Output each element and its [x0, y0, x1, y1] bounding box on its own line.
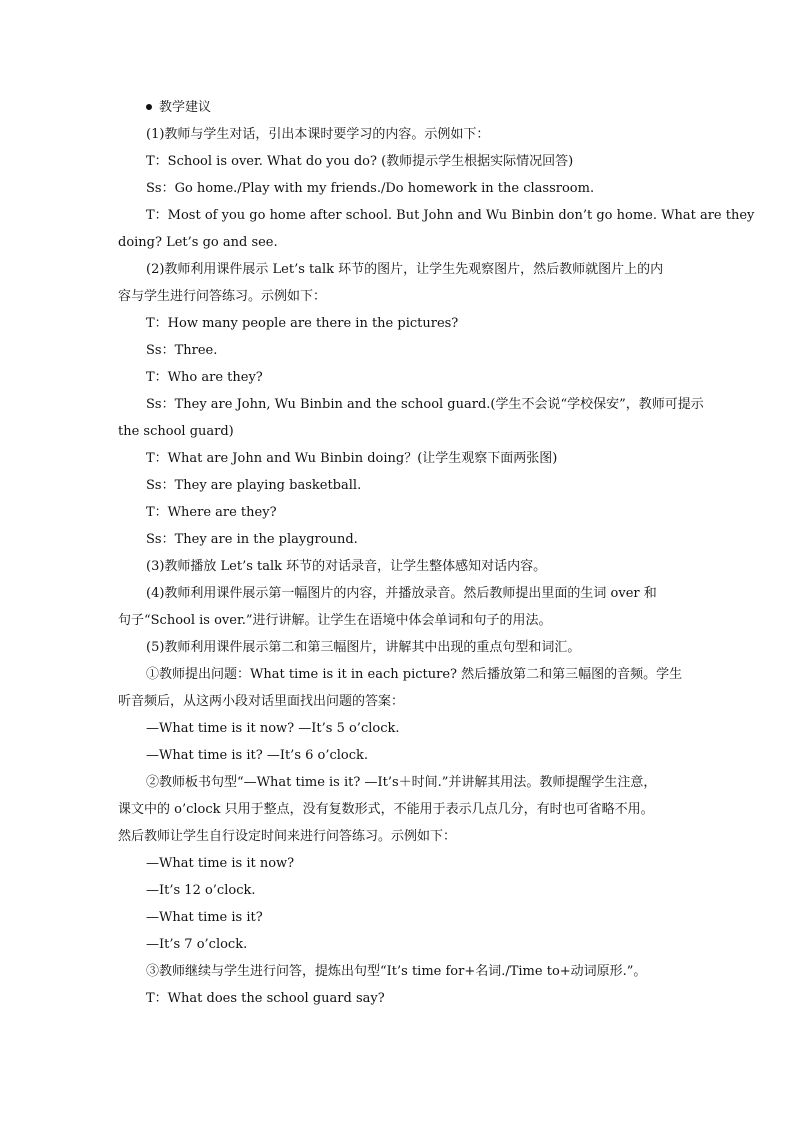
text-line: [118, 418, 678, 445]
text-line: [118, 526, 678, 553]
line-text: 听音频后，从这两小段对话里面找出问题的答案：: [118, 694, 405, 709]
text-line: [118, 607, 678, 634]
text-line: [118, 229, 678, 256]
text-line: [118, 823, 678, 850]
line-text: (4)教师利用课件展示第一幅图片的内容，并播放录音。然后教师提出里面的生词 over 和: [146, 586, 657, 601]
line-text: (3)教师播放 Let’s talk 环节的对话录音，让学生整体感知对话内容。: [146, 559, 547, 574]
text-line: [118, 202, 755, 229]
text-line: [118, 796, 678, 823]
line-text: T：School is over. What do you do? (教师提示学生根据实际情况回答): [146, 154, 574, 169]
text-line: [118, 445, 678, 472]
line-text: 然后教师让学生自行设定时间来进行问答练习。示例如下：: [118, 829, 457, 844]
line-text: T：Where are they?: [146, 505, 277, 520]
text-line: [118, 256, 678, 283]
line-text: 教学建议: [159, 100, 212, 115]
text-line: [118, 121, 678, 148]
text-line: [118, 931, 678, 958]
line-text: (1)教师与学生对话，引出本课时要学习的内容。示例如下：: [146, 127, 490, 142]
line-text: 课文中的 o’clock 只用于整点，没有复数形式，不能用于表示几点几分，有时也可省略不用。: [118, 802, 654, 817]
line-text: Ss：They are in the playground.: [146, 532, 358, 547]
text-line: [118, 850, 678, 877]
line-text: Ss：They are John, Wu Binbin and the school guard.(学生不会说“学校保安”，教师可提示: [146, 397, 704, 412]
line-text: ③教师继续与学生进行问答，提炼出句型“It’s time for+名词./Time to+动词原形.”。: [146, 964, 647, 979]
text-line: [118, 769, 678, 796]
text-line: [118, 904, 678, 931]
line-text: the school guard): [118, 424, 234, 439]
line-text: —It’s 7 o’clock.: [146, 937, 248, 952]
text-line: [118, 634, 678, 661]
line-text: Ss：They are playing basketball.: [146, 478, 362, 493]
line-text: T：What are John and Wu Binbin doing？(让学生观察下面两张图): [146, 451, 558, 466]
text-line: [118, 337, 678, 364]
section-heading: [118, 94, 678, 121]
line-text: —What time is it?: [146, 910, 263, 925]
line-text: ②教师板书句型“—What time is it? —It’s＋时间.”并讲解其用法。教师提醒学生注意，: [146, 775, 657, 790]
line-text: T：Most of you go home after school. But John and Wu Binbin don’t go home. What are they: [146, 208, 755, 223]
text-line: [118, 877, 678, 904]
text-line: [118, 580, 678, 607]
line-text: doing? Let’s go and see.: [118, 235, 278, 250]
line-text: —What time is it now? —It’s 5 o’clock.: [146, 721, 400, 736]
line-text: T：Who are they?: [146, 370, 263, 385]
line-text: —It’s 12 o’clock.: [146, 883, 256, 898]
text-line: [118, 391, 704, 418]
text-line: [118, 310, 678, 337]
text-line: [118, 148, 678, 175]
text-line: [118, 283, 678, 310]
line-text: Ss：Three.: [146, 343, 218, 358]
line-text: 容与学生进行问答练习。示例如下：: [118, 289, 327, 304]
line-text: T：What does the school guard say?: [146, 991, 385, 1006]
text-line: [118, 364, 678, 391]
text-line: [118, 958, 678, 985]
text-line: [118, 688, 678, 715]
line-text: —What time is it now?: [146, 856, 295, 871]
text-line: [118, 742, 678, 769]
line-text: (2)教师利用课件展示 Let’s talk 环节的图片，让学生先观察图片，然后教师就图片上的内: [146, 262, 664, 277]
text-line: [118, 472, 678, 499]
document-body: [118, 94, 755, 1012]
bullet-icon: [146, 104, 152, 110]
line-text: T：How many people are there in the pictures?: [146, 316, 459, 331]
text-line: [118, 715, 678, 742]
line-text: —What time is it? —It’s 6 o’clock.: [146, 748, 369, 763]
line-text: (5)教师利用课件展示第二和第三幅图片，讲解其中出现的重点句型和词汇。: [146, 640, 581, 655]
text-line: [118, 175, 678, 202]
text-line: [118, 661, 683, 688]
text-line: [118, 499, 678, 526]
line-text: Ss：Go home./Play with my friends./Do homework in the classroom.: [146, 181, 595, 196]
line-text: 句子“School is over.”进行讲解。让学生在语境中体会单词和句子的用法。: [118, 613, 552, 628]
line-text: ①教师提出问题：What time is it in each picture? 然后播放第二和第三幅图的音频。学生: [146, 667, 683, 682]
text-line: [118, 553, 678, 580]
text-line: [118, 985, 678, 1012]
